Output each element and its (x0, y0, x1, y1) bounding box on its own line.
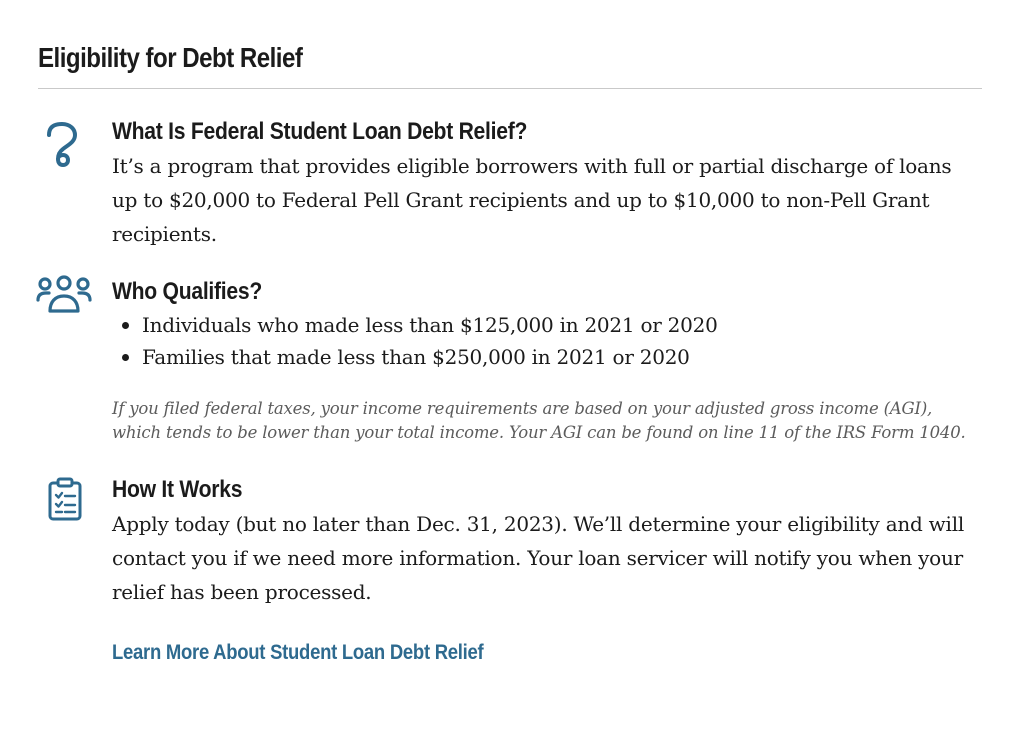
section-body: It’s a program that provides eligible borrowers with full or partial discharge of loans up to $20,000 to Federal Pell Grant recipients and up to $10,000 to non-Pell Grant recipients. (112, 154, 952, 246)
clipboard-checklist-icon (48, 477, 82, 525)
agi-note: If you filed federal taxes, your income requirements are based on your adjusted gross income (AGI), which tends to be lower than your total income. Your AGI can be found on line 11 of the IRS Form 1040. (112, 399, 966, 442)
people-group-icon (36, 275, 92, 319)
section-who-qualifies (38, 277, 982, 373)
section-heading: What Is Federal Student Loan Debt Relief? (112, 118, 528, 145)
bullet-dot (122, 322, 129, 329)
section-heading: Who Qualifies? (112, 278, 263, 305)
title-divider (38, 88, 982, 89)
section-body: Apply today (but no later than Dec. 31, 2023). We’ll determine your eligibility and will contact you if we need more information. Your loan servicer will notify you when your relief has been processed. (112, 512, 964, 604)
section-heading: How It Works (112, 476, 243, 503)
eligibility-panel (38, 38, 982, 667)
list-item (142, 309, 982, 341)
bullet-dot (122, 354, 129, 361)
section-what-is-debt-relief (38, 117, 982, 251)
section-how-it-works (38, 475, 982, 609)
qualification-list (112, 309, 982, 373)
question-mark-icon (40, 121, 86, 171)
list-item-text: Families that made less than $250,000 in 2021 or 2020 (142, 345, 690, 369)
learn-more-link[interactable]: Learn More About Student Loan Debt Relief (112, 641, 484, 664)
page-title: Eligibility for Debt Relief (38, 42, 303, 73)
link-row (38, 639, 982, 667)
list-item-text: Individuals who made less than $125,000 in 2021 or 2020 (142, 313, 718, 337)
list-item (142, 341, 982, 373)
